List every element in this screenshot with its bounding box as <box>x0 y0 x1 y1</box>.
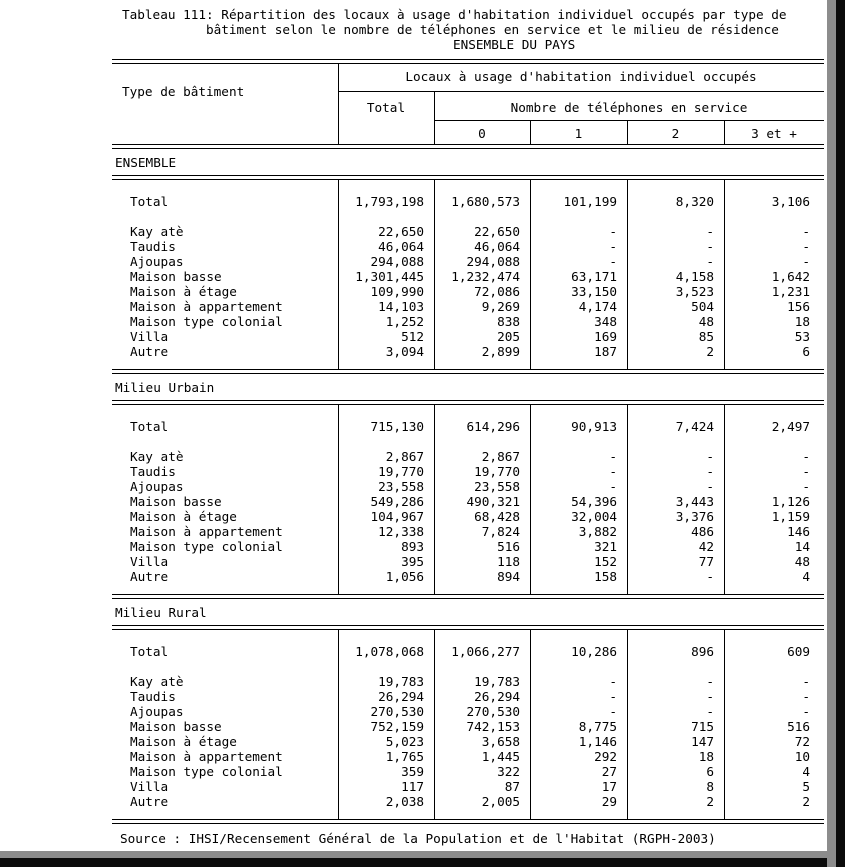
value-cell: - <box>609 479 617 494</box>
value-cell: 17 <box>601 779 617 794</box>
table-sections <box>112 149 824 824</box>
value-cell: 2,899 <box>481 344 520 359</box>
value-cell: 4,174 <box>578 299 617 314</box>
row-label: Villa <box>130 329 169 344</box>
table-row <box>112 704 824 719</box>
value-cell: 348 <box>594 314 617 329</box>
value-cell: - <box>609 704 617 719</box>
column-separator <box>338 180 339 369</box>
row-label: Total <box>130 194 169 209</box>
value-cell: 1,159 <box>771 509 810 524</box>
row-label: Maison à appartement <box>130 524 283 539</box>
value-cell: 1,146 <box>578 734 617 749</box>
section-data-block <box>112 405 824 594</box>
column-separator <box>724 405 725 594</box>
value-cell: - <box>706 224 714 239</box>
row-spacer <box>112 659 824 674</box>
phone-col-header-3plus: 3 et + <box>751 126 797 141</box>
column-separator <box>530 405 531 594</box>
value-cell: 742,153 <box>466 719 520 734</box>
value-cell: 14 <box>794 539 810 554</box>
value-cell: 19,770 <box>378 464 424 479</box>
table-row <box>112 269 824 284</box>
value-cell: 7,424 <box>675 419 714 434</box>
value-cell: 169 <box>594 329 617 344</box>
column-separator <box>434 630 435 819</box>
section-data-block <box>112 180 824 369</box>
table-row <box>112 284 824 299</box>
section-label: ENSEMBLE <box>115 154 177 170</box>
value-cell: 4,158 <box>675 269 714 284</box>
value-cell: 18 <box>698 749 714 764</box>
value-cell: - <box>802 464 810 479</box>
value-cell: 486 <box>691 524 714 539</box>
value-cell: 1,066,277 <box>451 644 520 659</box>
value-cell: 26,294 <box>474 689 520 704</box>
value-cell: 158 <box>594 569 617 584</box>
value-cell: - <box>802 674 810 689</box>
window-border-bottom-black <box>0 858 845 867</box>
value-cell: 1,793,198 <box>355 194 424 209</box>
value-cell: - <box>802 689 810 704</box>
value-cell: 1,056 <box>385 569 424 584</box>
value-cell: 270,530 <box>466 704 520 719</box>
table-row <box>112 749 824 764</box>
table-row <box>112 719 824 734</box>
value-cell: - <box>609 239 617 254</box>
table-row <box>112 524 824 539</box>
value-cell: 10 <box>794 749 810 764</box>
value-cell: 2,038 <box>385 794 424 809</box>
row-spacer <box>112 434 824 449</box>
value-cell: 1,232,474 <box>451 269 520 284</box>
row-label: Villa <box>130 554 169 569</box>
section-data-block <box>112 630 824 819</box>
value-cell: 2 <box>706 794 714 809</box>
value-cell: - <box>802 224 810 239</box>
value-cell: 14,103 <box>378 299 424 314</box>
table-row <box>112 194 824 209</box>
value-cell: 63,171 <box>571 269 617 284</box>
row-label: Maison à étage <box>130 734 237 749</box>
value-cell: 321 <box>594 539 617 554</box>
value-cell: 1,765 <box>385 749 424 764</box>
row-label: Ajoupas <box>130 479 184 494</box>
value-cell: 1,301,445 <box>355 269 424 284</box>
value-cell: 48 <box>794 554 810 569</box>
value-cell: 77 <box>698 554 714 569</box>
value-cell: - <box>706 239 714 254</box>
value-cell: 8,775 <box>578 719 617 734</box>
table-section <box>112 374 824 599</box>
value-cell: 33,150 <box>571 284 617 299</box>
value-cell: 146 <box>787 524 810 539</box>
value-cell: 512 <box>401 329 424 344</box>
value-cell: 19,770 <box>474 464 520 479</box>
source-note: Source : IHSI/Recensement Général de la Population et de l'Habitat (RGPH-2003) <box>120 831 716 846</box>
row-label: Ajoupas <box>130 704 184 719</box>
value-cell: - <box>802 254 810 269</box>
value-cell: 22,650 <box>378 224 424 239</box>
value-cell: 19,783 <box>378 674 424 689</box>
table-row <box>112 674 824 689</box>
value-cell: 72,086 <box>474 284 520 299</box>
value-cell: - <box>609 449 617 464</box>
value-cell: 2 <box>706 344 714 359</box>
row-label: Maison à étage <box>130 509 237 524</box>
row-label: Taudis <box>130 689 176 704</box>
row-label: Maison à appartement <box>130 749 283 764</box>
value-cell: 1,231 <box>771 284 810 299</box>
value-cell: 147 <box>691 734 714 749</box>
column-separator <box>338 405 339 594</box>
table-row <box>112 464 824 479</box>
phone-col-header-1: 1 <box>574 126 583 141</box>
value-cell: 752,159 <box>370 719 424 734</box>
value-cell: 85 <box>698 329 714 344</box>
value-cell: 72 <box>794 734 810 749</box>
value-cell: 292 <box>594 749 617 764</box>
row-label: Ajoupas <box>130 254 184 269</box>
table-row <box>112 419 824 434</box>
header-rule <box>434 120 824 121</box>
table-title-line-1: Tableau 111: Répartition des locaux à usage d'habitation individuel occupés par type de <box>122 7 787 22</box>
value-cell: - <box>706 254 714 269</box>
table-row <box>112 329 824 344</box>
double-rule <box>112 819 824 824</box>
table-row <box>112 779 824 794</box>
value-cell: - <box>706 449 714 464</box>
value-cell: - <box>706 569 714 584</box>
value-cell: 6 <box>802 344 810 359</box>
table-section <box>112 149 824 374</box>
column-separator <box>434 405 435 594</box>
value-cell: - <box>706 479 714 494</box>
value-cell: 54,396 <box>571 494 617 509</box>
table-row <box>112 689 824 704</box>
value-cell: 48 <box>698 314 714 329</box>
value-cell: 7,824 <box>481 524 520 539</box>
value-cell: - <box>706 674 714 689</box>
row-label: Maison basse <box>130 719 222 734</box>
row-label: Autre <box>130 344 169 359</box>
value-cell: 516 <box>497 539 520 554</box>
value-cell: 18 <box>794 314 810 329</box>
phone-col-header-0: 0 <box>478 126 486 141</box>
group-header: Locaux à usage d'habitation individuel occupés <box>405 69 757 84</box>
value-cell: 8,320 <box>675 194 714 209</box>
section-label: Milieu Urbain <box>115 379 215 395</box>
value-cell: 4 <box>802 764 810 779</box>
row-label: Maison basse <box>130 269 222 284</box>
value-cell: 10,286 <box>571 644 617 659</box>
column-separator <box>724 180 725 369</box>
value-cell: 104,967 <box>370 509 424 524</box>
value-cell: 118 <box>497 554 520 569</box>
value-cell: 4 <box>802 569 810 584</box>
value-cell: - <box>609 674 617 689</box>
column-separator <box>530 180 531 369</box>
value-cell: 2,867 <box>481 449 520 464</box>
row-label: Autre <box>130 569 169 584</box>
value-cell: 2,497 <box>771 419 810 434</box>
window-border-right-black <box>836 0 845 867</box>
table-row <box>112 794 824 809</box>
value-cell: 46,064 <box>474 239 520 254</box>
value-cell: - <box>802 239 810 254</box>
value-cell: 2 <box>802 794 810 809</box>
value-cell: 101,199 <box>563 194 617 209</box>
value-cell: 117 <box>401 779 424 794</box>
value-cell: 12,338 <box>378 524 424 539</box>
value-cell: 90,913 <box>571 419 617 434</box>
value-cell: - <box>609 689 617 704</box>
row-label: Villa <box>130 779 169 794</box>
value-cell: - <box>609 254 617 269</box>
value-cell: 322 <box>497 764 520 779</box>
building-type-column-header: Type de bâtiment <box>122 84 245 99</box>
table-section <box>112 599 824 824</box>
row-spacer <box>112 209 824 224</box>
table-row <box>112 224 824 239</box>
value-cell: 3,443 <box>675 494 714 509</box>
value-cell: 270,530 <box>370 704 424 719</box>
value-cell: 32,004 <box>571 509 617 524</box>
value-cell: 187 <box>594 344 617 359</box>
column-separator <box>627 405 628 594</box>
value-cell: 3,376 <box>675 509 714 524</box>
table-row <box>112 734 824 749</box>
table-title-line-3: ENSEMBLE DU PAYS <box>453 37 576 52</box>
value-cell: - <box>609 464 617 479</box>
row-label: Kay atè <box>130 449 184 464</box>
value-cell: 29 <box>601 794 617 809</box>
value-cell: 109,990 <box>370 284 424 299</box>
value-cell: 715,130 <box>370 419 424 434</box>
value-cell: 838 <box>497 314 520 329</box>
value-cell: 3,882 <box>578 524 617 539</box>
value-cell: 2,867 <box>385 449 424 464</box>
row-label: Maison type colonial <box>130 539 283 554</box>
column-separator <box>724 630 725 819</box>
column-separator <box>338 630 339 819</box>
table-row <box>112 254 824 269</box>
value-cell: 3,094 <box>385 344 424 359</box>
table-row <box>112 449 824 464</box>
value-cell: 19,783 <box>474 674 520 689</box>
total-column-header: Total <box>366 100 406 115</box>
table-row <box>112 494 824 509</box>
table-row <box>112 344 824 359</box>
value-cell: 26,294 <box>378 689 424 704</box>
table-header <box>112 64 824 144</box>
value-cell: 395 <box>401 554 424 569</box>
value-cell: 896 <box>691 644 714 659</box>
value-cell: 3,658 <box>481 734 520 749</box>
value-cell: - <box>802 704 810 719</box>
value-cell: 205 <box>497 329 520 344</box>
value-cell: 1,642 <box>771 269 810 284</box>
row-label: Maison basse <box>130 494 222 509</box>
phones-group-header: Nombre de téléphones en service <box>510 100 748 115</box>
value-cell: 23,558 <box>378 479 424 494</box>
table-row <box>112 569 824 584</box>
value-cell: 8 <box>706 779 714 794</box>
column-separator <box>434 180 435 369</box>
value-cell: - <box>802 449 810 464</box>
phone-col-header-2: 2 <box>671 126 680 141</box>
value-cell: 516 <box>787 719 810 734</box>
header-rule <box>338 91 824 92</box>
value-cell: 893 <box>401 539 424 554</box>
table-row <box>112 554 824 569</box>
row-label: Autre <box>130 794 169 809</box>
value-cell: 294,088 <box>370 254 424 269</box>
value-cell: 715 <box>691 719 714 734</box>
value-cell: 504 <box>691 299 714 314</box>
row-label: Maison type colonial <box>130 314 283 329</box>
value-cell: 614,296 <box>466 419 520 434</box>
value-cell: - <box>706 704 714 719</box>
row-label: Maison à étage <box>130 284 237 299</box>
value-cell: 23,558 <box>474 479 520 494</box>
row-label: Taudis <box>130 239 176 254</box>
table-row <box>112 299 824 314</box>
table-row <box>112 644 824 659</box>
value-cell: - <box>609 224 617 239</box>
value-cell: 5,023 <box>385 734 424 749</box>
value-cell: 1,078,068 <box>355 644 424 659</box>
statistical-table <box>112 59 824 846</box>
section-label: Milieu Rural <box>115 604 207 620</box>
value-cell: 894 <box>497 569 520 584</box>
value-cell: 609 <box>787 644 810 659</box>
value-cell: 2,005 <box>481 794 520 809</box>
value-cell: 53 <box>794 329 810 344</box>
row-label: Kay atè <box>130 224 184 239</box>
value-cell: 87 <box>504 779 520 794</box>
value-cell: 68,428 <box>474 509 520 524</box>
table-row <box>112 314 824 329</box>
value-cell: 42 <box>698 539 714 554</box>
row-label: Kay atè <box>130 674 184 689</box>
value-cell: 359 <box>401 764 424 779</box>
column-separator <box>627 630 628 819</box>
row-label: Taudis <box>130 464 176 479</box>
value-cell: 46,064 <box>378 239 424 254</box>
table-title-line-2: bâtiment selon le nombre de téléphones en service et le milieu de résidence <box>206 22 779 37</box>
table-row <box>112 239 824 254</box>
value-cell: 3,523 <box>675 284 714 299</box>
row-label: Maison type colonial <box>130 764 283 779</box>
value-cell: 1,252 <box>385 314 424 329</box>
value-cell: 27 <box>601 764 617 779</box>
value-cell: 294,088 <box>466 254 520 269</box>
value-cell: 5 <box>802 779 810 794</box>
column-separator <box>627 180 628 369</box>
table-row <box>112 764 824 779</box>
value-cell: 156 <box>787 299 810 314</box>
value-cell: 152 <box>594 554 617 569</box>
value-cell: - <box>706 689 714 704</box>
value-cell: 3,106 <box>771 194 810 209</box>
value-cell: - <box>706 464 714 479</box>
value-cell: 22,650 <box>474 224 520 239</box>
row-label: Maison à appartement <box>130 299 283 314</box>
row-label: Total <box>130 644 169 659</box>
column-separator <box>530 630 531 819</box>
value-cell: 1,126 <box>771 494 810 509</box>
table-row <box>112 539 824 554</box>
value-cell: 9,269 <box>481 299 520 314</box>
window-border-bottom-gray <box>0 851 845 858</box>
value-cell: - <box>802 479 810 494</box>
value-cell: 6 <box>706 764 714 779</box>
value-cell: 549,286 <box>370 494 424 509</box>
value-cell: 1,680,573 <box>451 194 520 209</box>
table-row <box>112 479 824 494</box>
row-label: Total <box>130 419 169 434</box>
value-cell: 490,321 <box>466 494 520 509</box>
window-border-right-gray <box>827 0 836 867</box>
table-row <box>112 509 824 524</box>
value-cell: 1,445 <box>481 749 520 764</box>
